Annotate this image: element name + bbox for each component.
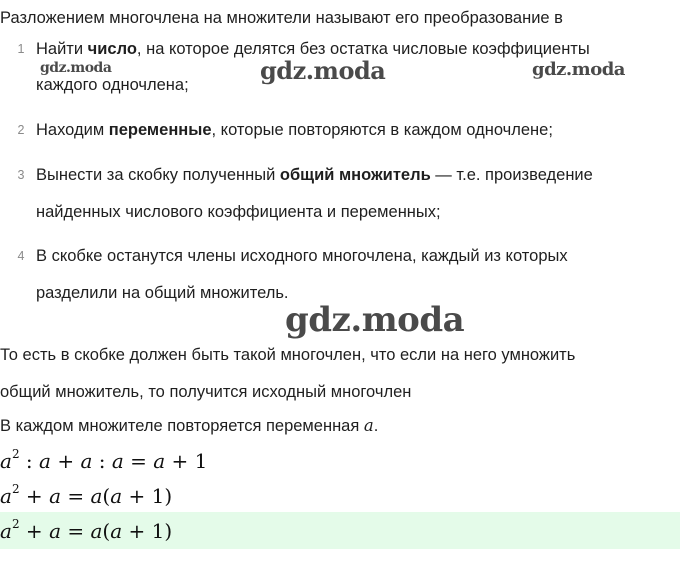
step-number-1: 1 (17, 42, 25, 56)
intro-text: Разложением многочлена на множители называют его преобразование в (0, 9, 563, 27)
step-number-3: 3 (17, 168, 25, 182)
step-1-text: Найти число, на которое делятся без остатка числовые коэффициенты (36, 40, 590, 58)
watermark-logo: gdz.moda (532, 59, 625, 80)
formula-division: $a^2$ : a + a : a = a + 1 (0, 447, 208, 473)
step-4-text: В скобке останутся члены исходного многочлена, каждый из которых (36, 247, 568, 265)
step-1-text-cont: каждого одночлена; (36, 76, 189, 94)
watermark-logo: gdz.moda (260, 56, 386, 85)
repeat-variable-text: В каждом множителе повторяется переменная a. (0, 416, 379, 435)
step-number-4: 4 (17, 249, 25, 263)
step-3-text-cont: найденных числового коэффициента и переменных; (36, 203, 441, 221)
step-3-text: Вынести за скобку полученный общий множитель — т.е. произведение (36, 166, 593, 184)
para-line-1: То есть в скобке должен быть такой многочлен, что если на него умножить (0, 346, 576, 364)
step-2-text: Находим переменные, которые повторяются в каждом одночлене; (36, 121, 553, 139)
formula-factorization: $a^2 + a = a(a + 1)$ (0, 482, 173, 508)
step-number-2: 2 (17, 123, 25, 137)
watermark-logo: gdz.moda (285, 300, 465, 340)
step-4-text-cont: разделили на общий множитель. (36, 284, 289, 302)
watermark-logo: gdz.moda (40, 60, 112, 76)
formula-answer: $a^2 + a = a(a + 1)$ (0, 517, 173, 543)
para-line-2: общий множитель, то получится исходный многочлен (0, 383, 412, 401)
